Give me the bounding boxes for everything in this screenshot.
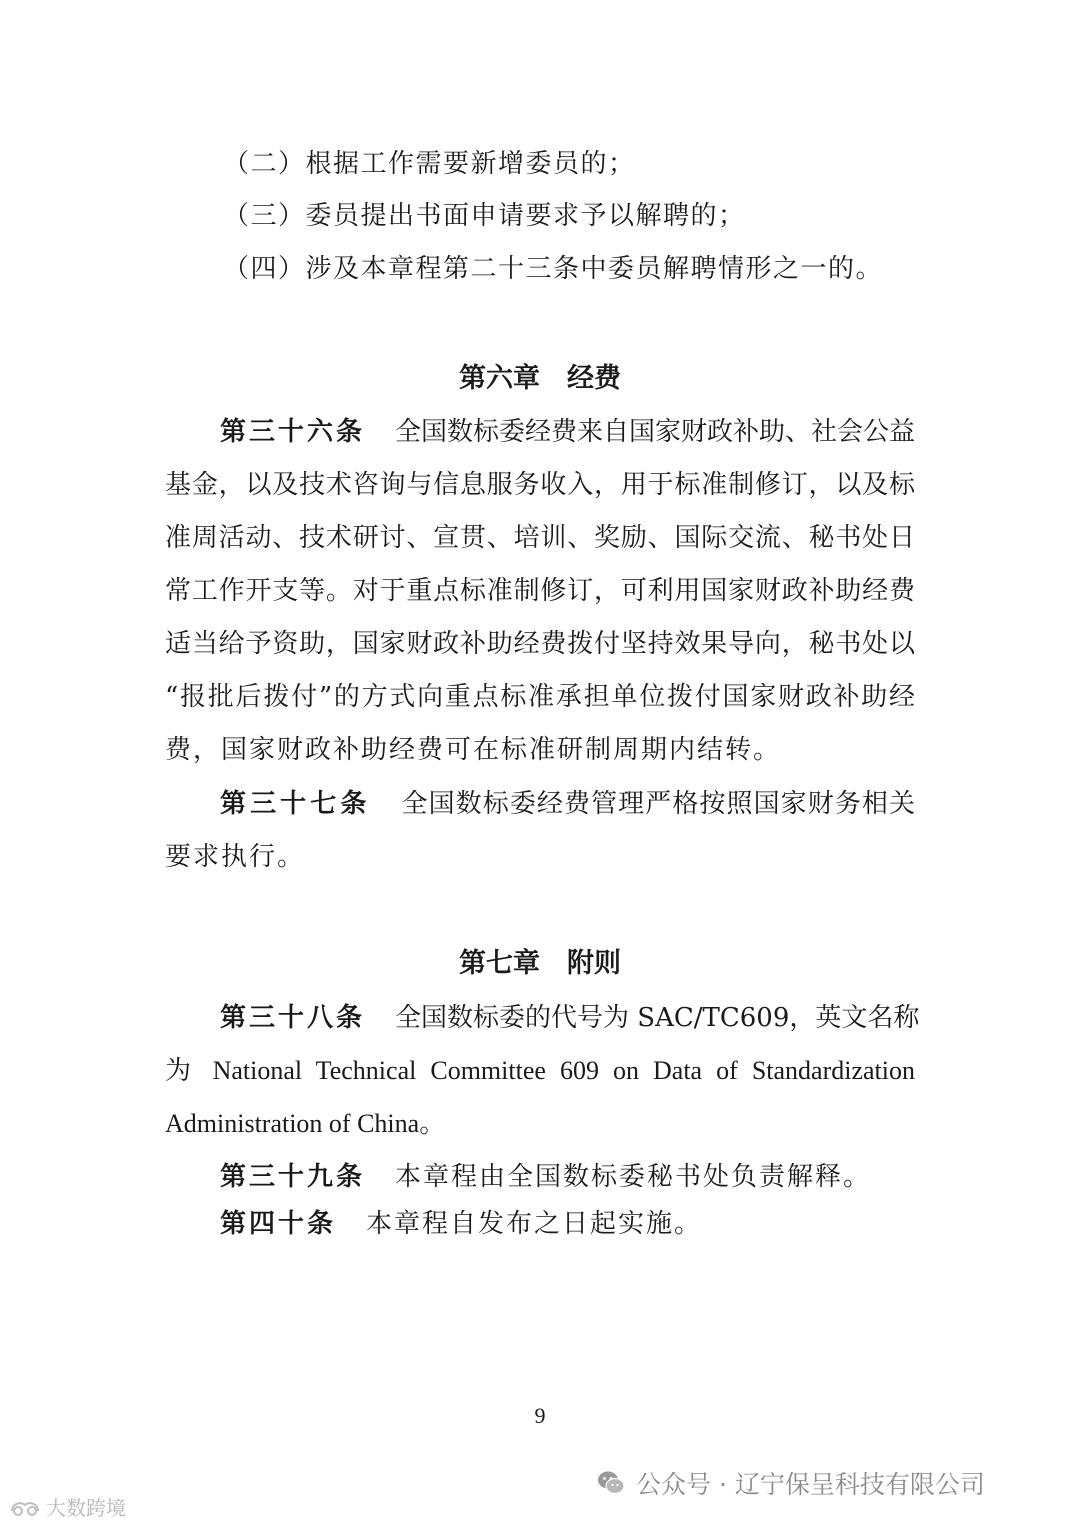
article-36-line-4: 常工作开支等。对于重点标准制修订，可利用国家财政补助经费 (165, 576, 915, 606)
chapter-7-heading: 第七章 附则 (459, 948, 621, 979)
article-37-line-2: 要求执行。 (165, 842, 306, 872)
chapter-6-heading: 第六章 经费 (459, 363, 621, 394)
article-36-line-1 (220, 416, 915, 448)
article-37-label: 第三十七条 (220, 789, 371, 819)
article-38-label: 第三十八条 (220, 1003, 366, 1033)
article-40-label: 第四十条 (220, 1209, 337, 1239)
article-36-line-7: 费，国家财政补助经费可在标准研制周期内结转。 (165, 735, 782, 765)
article-36-text-1: 全国数标委经费来自国家财政补助、社会公益 (395, 417, 916, 447)
account-watermark (596, 1463, 985, 1503)
wechat-icon (596, 1468, 626, 1498)
article-39-text: 本章程由全国数标委秘书处负责解释。 (395, 1162, 872, 1192)
list-item-3: （三）委员提出书面申请要求予以解聘的； (223, 201, 746, 231)
list-item-2: （二）根据工作需要新增委员的； (223, 149, 636, 179)
article-36-line-2: 基金，以及技术咨询与信息服务收入，用于标准制修订，以及标 (165, 470, 915, 500)
article-36-line-3: 准周活动、技术研讨、宣贯、培训、奖励、国际交流、秘书处日 (165, 523, 915, 553)
article-39-label: 第三十九条 (220, 1162, 366, 1192)
article-38-text-1: 全国数标委的代号为 SAC/TC609，英文名称 (395, 1003, 920, 1033)
page-number: 9 (534, 1403, 546, 1428)
article-40-text: 本章程自发布之日起实施。 (366, 1209, 703, 1239)
article-38-line-3: Administration of China。 (165, 1109, 446, 1138)
article-36-line-5: 适当给予资助，国家财政补助经费拨付坚持效果导向，秘书处以 (165, 629, 915, 659)
brand-name: 大数跨境 (46, 1496, 126, 1520)
article-37-text-1: 全国数标委经费管理严格按照国家财务相关 (400, 789, 915, 819)
brand-logo-icon (8, 1496, 42, 1518)
article-36-label: 第三十六条 (220, 417, 366, 447)
article-38-line-1 (220, 1002, 920, 1034)
article-39 (220, 1161, 871, 1193)
article-40 (220, 1208, 702, 1240)
article-37-line-1 (220, 788, 915, 820)
account-name: 公众号 · 辽宁保呈科技有限公司 (636, 1470, 985, 1499)
article-38-line-2: 为 National Technical Committee 609 on Data of Standardization (165, 1056, 915, 1085)
list-item-4: （四）涉及本章程第二十三条中委员解聘情形之一的。 (223, 254, 884, 284)
brand-watermark (8, 1492, 126, 1521)
article-36-line-6: “报批后拨付”的方式向重点标准承担单位拨付国家财政补助经 (165, 682, 915, 712)
